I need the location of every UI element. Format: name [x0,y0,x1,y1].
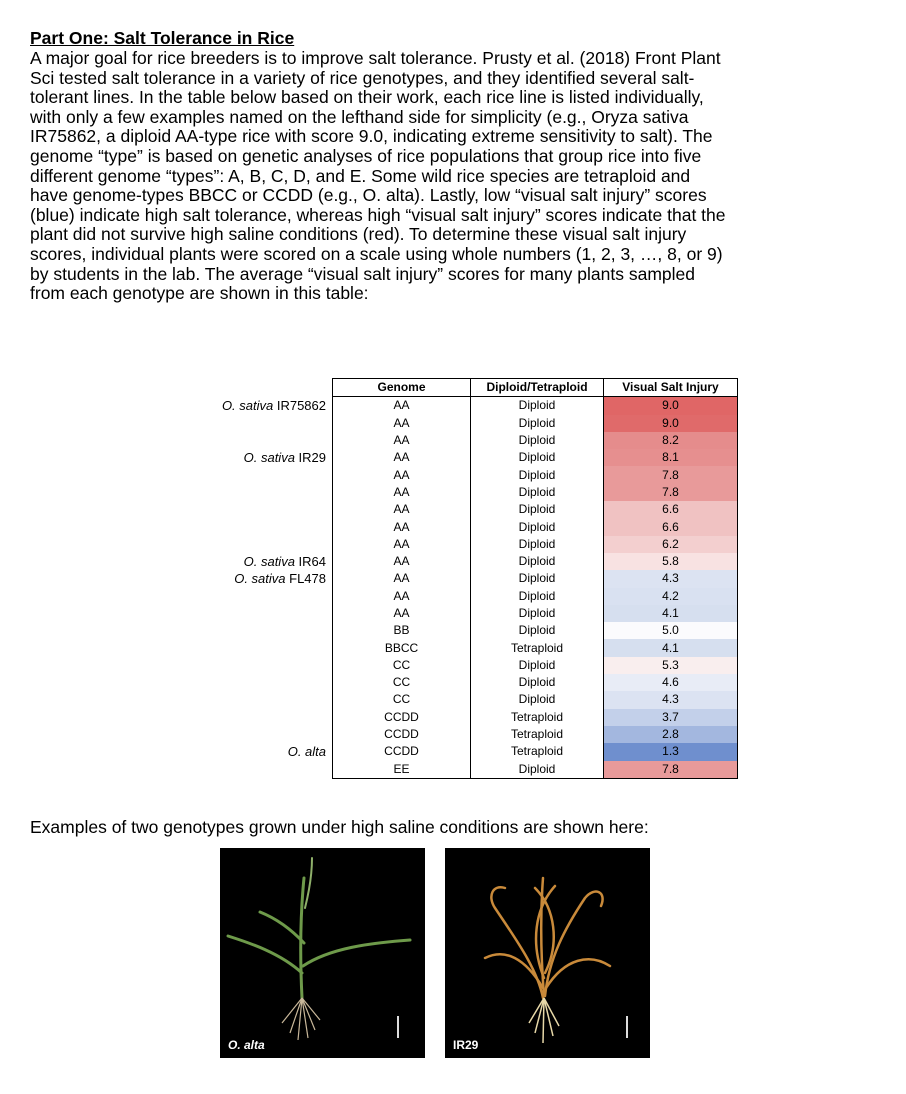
row-label: O. sativa IR29 [243,450,326,466]
row-label [180,518,333,535]
genome-cell: AA [333,449,471,466]
table-row [180,657,738,674]
intro-line: genome “type” is based on genetic analyses of rice populations that group rice into five [30,145,702,166]
ploidy-cell: Tetraploid [471,709,604,726]
injury-cell: 2.8 [604,726,738,743]
table-row [180,588,738,605]
table-row [180,726,738,743]
intro-line: (blue) indicate high salt tolerance, whereas high “visual salt injury” scores indicate that the [30,204,726,225]
row-label [180,657,333,674]
ploidy-cell: Diploid [471,518,604,535]
genome-cell: CC [333,674,471,691]
intro-line: tolerant lines. In the table below based on their work, each rice line is listed individually, [30,87,704,108]
intro-line: with only a few examples named on the lefthand side for simplicity (e.g., Oryza sativa [30,106,689,127]
ploidy-cell: Tetraploid [471,639,604,656]
ploidy-cell: Diploid [471,397,604,415]
row-label [180,432,333,449]
intro-line: scores, individual plants were scored on a scale using whole numbers (1, 2, 3, …, 8, or 9) [30,243,723,264]
intro-line: plant did not survive high saline conditions (red). To determine these visual salt injury [30,224,687,245]
salt-injury-table-wrapper [180,378,738,779]
row-label [180,691,333,708]
injury-cell: 4.3 [604,570,738,587]
header-genome: Genome [333,379,471,397]
table-row [180,743,738,760]
ploidy-cell: Diploid [471,484,604,501]
table-row [180,466,738,483]
intro-line: have genome-types BBCC or CCDD (e.g., O. alta). Lastly, low “visual salt injury” scores [30,185,707,206]
table-row [180,397,738,415]
ir29-plant-image [445,848,650,1058]
injury-cell: 6.6 [604,501,738,518]
genome-cell: BB [333,622,471,639]
intro-paragraph [30,49,900,304]
injury-cell: 7.8 [604,761,738,779]
genome-cell: AA [333,466,471,483]
row-label [180,484,333,501]
ploidy-cell: Diploid [471,588,604,605]
injury-cell: 4.6 [604,674,738,691]
genome-cell: AA [333,588,471,605]
injury-cell: 4.1 [604,639,738,656]
genome-cell: AA [333,605,471,622]
table-row [180,605,738,622]
genome-cell: CC [333,657,471,674]
intro-line: IR75862, a diploid AA-type rice with score 9.0, indicating extreme sensitivity to salt). The [30,126,713,147]
genome-cell: AA [333,518,471,535]
ploidy-cell: Diploid [471,501,604,518]
row-label [180,761,333,779]
table-row [180,674,738,691]
row-label: O. sativa FL478 [234,571,326,587]
row-label [180,588,333,605]
row-label [180,501,333,518]
genome-cell: CCDD [333,709,471,726]
ploidy-cell: Diploid [471,536,604,553]
injury-cell: 8.2 [604,432,738,449]
header-ploidy: Diploid/Tetraploid [471,379,604,397]
injury-cell: 7.8 [604,484,738,501]
photo-ir29 [445,848,650,1058]
genome-cell: CCDD [333,743,471,760]
genome-cell: AA [333,484,471,501]
table-row [180,449,738,466]
ploidy-cell: Diploid [471,605,604,622]
header-blank [180,379,333,397]
photo-o-alta [220,848,425,1058]
genome-cell: AA [333,536,471,553]
ploidy-cell: Tetraploid [471,743,604,760]
genome-cell: AA [333,570,471,587]
row-label: O. alta [287,744,326,760]
injury-cell: 7.8 [604,466,738,483]
ploidy-cell: Diploid [471,657,604,674]
row-label [180,674,333,691]
injury-cell: 4.3 [604,691,738,708]
row-label [180,726,333,743]
ploidy-cell: Diploid [471,622,604,639]
injury-cell: 8.1 [604,449,738,466]
injury-cell: 6.6 [604,518,738,535]
photo-label-ir29: IR29 [453,1038,479,1052]
row-label [180,639,333,656]
table-row [180,484,738,501]
ploidy-cell: Diploid [471,466,604,483]
ploidy-cell: Tetraploid [471,726,604,743]
ploidy-cell: Diploid [471,691,604,708]
table-row [180,639,738,656]
intro-line: from each genotype are shown in this table: [30,283,369,304]
intro-line: A major goal for rice breeders is to improve salt tolerance. Prusty et al. (2018) Front Plant [30,48,721,68]
table-row [180,415,738,432]
genome-cell: AA [333,432,471,449]
table-row [180,761,738,779]
table-row [180,518,738,535]
salt-injury-table [180,378,738,779]
intro-line: by students in the lab. The average “visual salt injury” scores for many plants sampled [30,263,695,284]
table-row [180,622,738,639]
intro-line: Sci tested salt tolerance in a variety of rice genotypes, and they identified several salt- [30,67,695,88]
table-row [180,570,738,587]
injury-cell: 9.0 [604,415,738,432]
injury-cell: 4.1 [604,605,738,622]
o-alta-plant-image [220,848,425,1058]
row-label: O. sativa IR64 [243,554,326,570]
ploidy-cell: Diploid [471,415,604,432]
genome-cell: AA [333,397,471,415]
genome-cell: CC [333,691,471,708]
genome-cell: BBCC [333,639,471,656]
ploidy-cell: Diploid [471,761,604,779]
injury-cell: 9.0 [604,397,738,415]
row-label [180,536,333,553]
genome-cell: CCDD [333,726,471,743]
genome-cell: AA [333,553,471,570]
ploidy-cell: Diploid [471,553,604,570]
table-header-row [180,379,738,397]
table-row [180,432,738,449]
row-label [180,605,333,622]
section-heading: Part One: Salt Tolerance in Rice [30,28,295,48]
genome-cell: AA [333,501,471,518]
genome-cell: AA [333,415,471,432]
row-label: O. sativa IR75862 [221,398,326,414]
examples-caption: Examples of two genotypes grown under high saline conditions are shown here: [30,817,649,837]
photo-label-o-alta: O. alta [228,1038,265,1052]
genome-cell: EE [333,761,471,779]
ploidy-cell: Diploid [471,449,604,466]
row-label [180,415,333,432]
table-row [180,501,738,518]
table-row [180,709,738,726]
table-row [180,553,738,570]
ploidy-cell: Diploid [471,432,604,449]
injury-cell: 5.8 [604,553,738,570]
table-body [180,397,738,779]
ploidy-cell: Diploid [471,674,604,691]
injury-cell: 5.0 [604,622,738,639]
injury-cell: 3.7 [604,709,738,726]
ploidy-cell: Diploid [471,570,604,587]
injury-cell: 5.3 [604,657,738,674]
row-label [180,622,333,639]
injury-cell: 4.2 [604,588,738,605]
row-label [180,466,333,483]
table-row [180,691,738,708]
intro-line: different genome “types”: A, B, C, D, and E. Some wild rice species are tetraploid and [30,165,691,186]
injury-cell: 1.3 [604,743,738,760]
table-row [180,536,738,553]
injury-cell: 6.2 [604,536,738,553]
row-label [180,709,333,726]
header-injury: Visual Salt Injury [604,379,738,397]
